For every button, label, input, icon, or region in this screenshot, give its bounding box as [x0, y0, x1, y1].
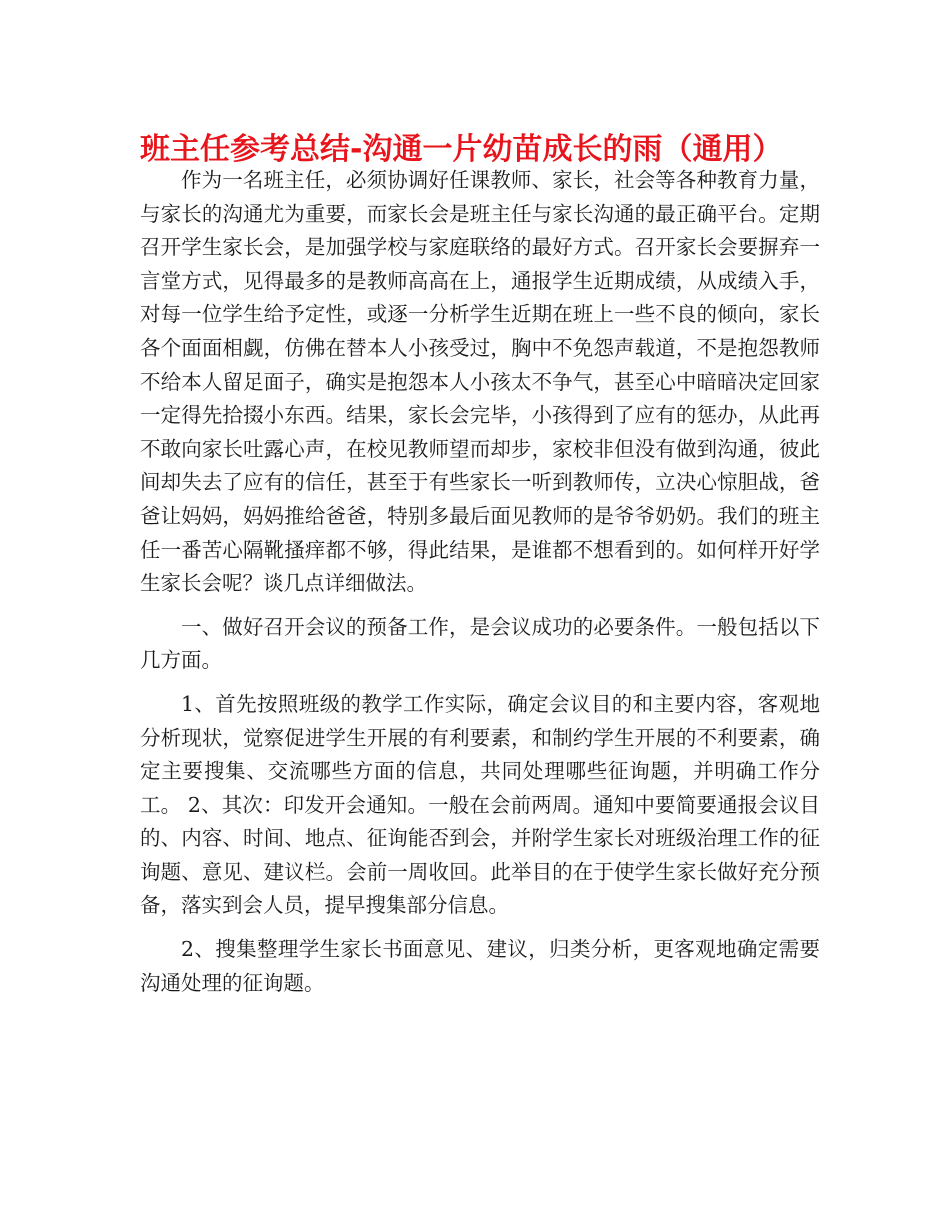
paragraph-section-1: 一、做好召开会议的预备工作，是会议成功的必要条件。一般包括以下几方面。	[140, 614, 820, 673]
document-title: 班主任参考总结-沟通一片幼苗成长的雨（通用）	[140, 132, 783, 167]
document-body	[140, 164, 820, 1000]
paragraph-item-1: 1、首先按照班级的教学工作实际，确定会议目的和主要内容，客观地分析现状，觉察促进学生开展的有利要素，和制约学生开展的不利要素，确定主要搜集、交流哪些方面的信息，共同处理哪些征询题，并明确工作分工。 2、其次：印发开会通知。一般在会前两周。通知中要简要通报会议目的、内容、时间、地点、征询能否到会，并附学生家长对班级治理工作的征询题、意见、建议栏。会前一周收回。此举目的在于使学生家长做好充分预备，落实到会人员，提早搜集部分信息。	[140, 691, 820, 918]
paragraph-intro: 作为一名班主任，必须协调好任课教师、家长，社会等各种教育力量，与家长的沟通尤为重要，而家长会是班主任与家长沟通的最正确平台。定期召开学生家长会，是加强学校与家庭联络的最好方式。召开家长会要摒弃一言堂方式，见得最多的是教师高高在上，通报学生近期成绩，从成绩入手，对每一位学生给予定性，或逐一分析学生近期在班上一些不良的倾向，家长各个面面相觑，仿佛在替本人小孩受过，胸中不免怨声载道，不是抱怨教师不给本人留足面子，确实是抱怨本人小孩太不争气，甚至心中暗暗决定回家一定得先拾掇小东西。结果，家长会完毕，小孩得到了应有的惩办，从此再不敢向家长吐露心声，在校见教师望而却步，家校非但没有做到沟通，彼此间却失去了应有的信任，甚至于有些家长一听到教师传，立决心惊胆战，爸爸让妈妈，妈妈推给爸爸，特别多最后面见教师的是爷爷奶奶。我们的班主任一番苦心隔靴搔痒都不够，得此结果，是谁都不想看到的。如何样开好学生家长会呢？谈几点详细做法。	[140, 168, 820, 596]
paragraph-item-2: 2、搜集整理学生家长书面意见、建议，归类分析，更客观地确定需要沟通处理的征询题。	[140, 937, 820, 995]
